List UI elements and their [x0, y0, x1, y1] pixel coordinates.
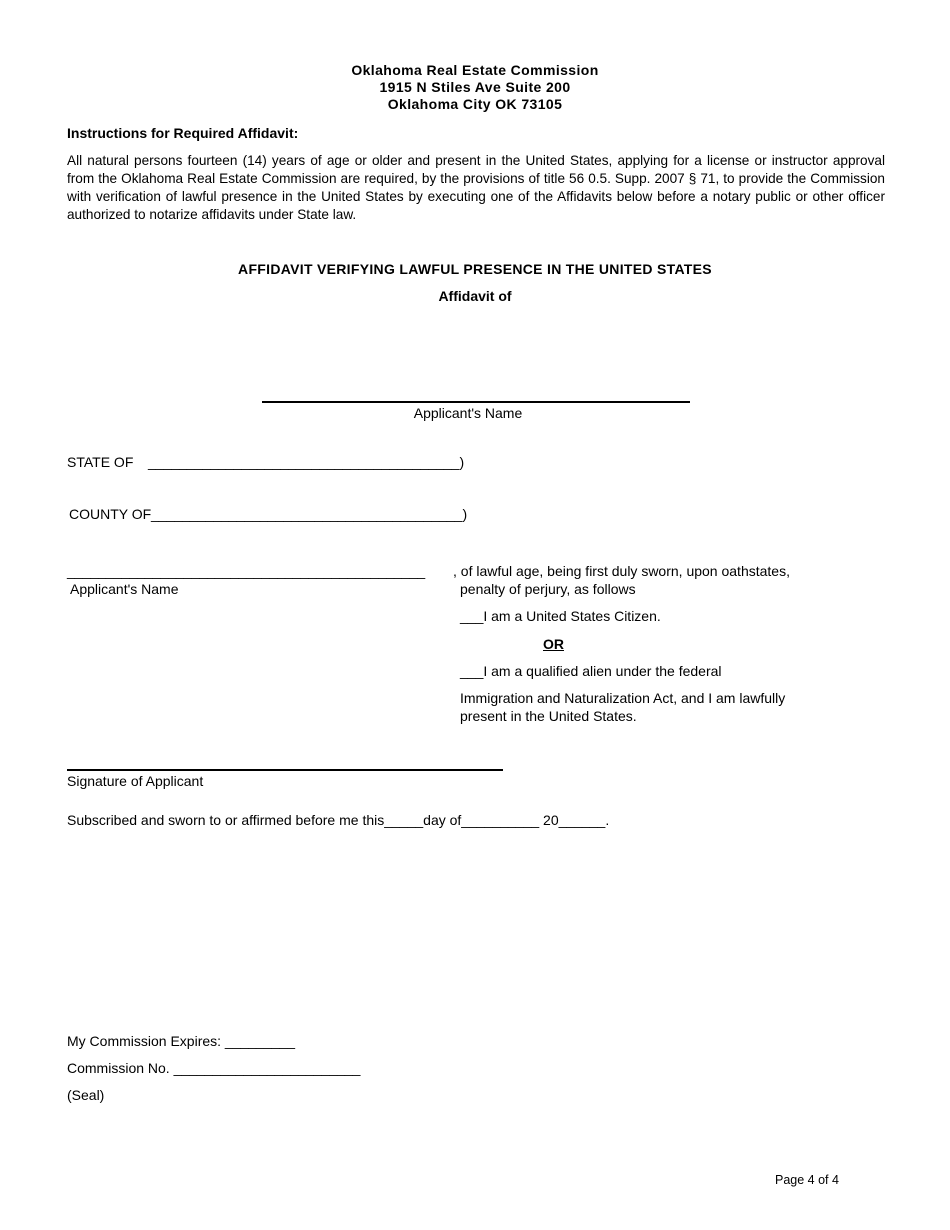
affidavit-title: AFFIDAVIT VERIFYING LAWFUL PRESENCE IN THE UNITED STATES — [238, 261, 712, 277]
or-label: OR — [543, 636, 564, 652]
affidavit-subtitle: Affidavit of — [438, 288, 512, 304]
signature-line[interactable] — [67, 769, 503, 771]
subscribed-statement[interactable]: Subscribed and sworn to or affirmed before me this_____day of__________ 20______. — [67, 812, 610, 828]
applicant-name-field[interactable]: ______________________________________________ — [67, 563, 426, 579]
agency-city: Oklahoma City OK 73105 — [387, 96, 563, 112]
citizen-option[interactable]: ___I am a United States Citizen. — [460, 608, 661, 624]
county-of-field[interactable]: ________________________________________) — [151, 506, 468, 522]
qualified-alien-option[interactable]: ___I am a qualified alien under the federal — [460, 663, 722, 679]
state-of-label: STATE OF — [67, 454, 134, 470]
applicant-name-line[interactable] — [262, 401, 690, 403]
page-number: Page 4 of 4 — [775, 1173, 839, 1187]
state-of-field[interactable]: ________________________________________) — [148, 454, 465, 470]
commission-expires[interactable]: My Commission Expires: _________ — [67, 1033, 295, 1049]
oath-statement-cont: penalty of perjury, as follows — [460, 581, 636, 597]
agency-address: 1915 N Stiles Ave Suite 200 — [379, 79, 571, 95]
instructions-body: All natural persons fourteen (14) years of age or older and present in the United States, applying for a license or instructor approval from the Oklahoma Real Estate Commission are required, by the provisions of title 56 0.5. Supp. 2007 § 71, to provide the Commission with verification of lawful presence in the United States by executing one of the Affidavits below before a notary public or other officer authorized to notarize affidavits under State law. — [67, 153, 885, 222]
seal-label: (Seal) — [67, 1087, 105, 1103]
alien-statement-line1: Immigration and Naturalization Act, and I am lawfully — [460, 690, 786, 706]
oath-statement: , of lawful age, being first duly sworn, upon oathstates, — [453, 563, 790, 579]
applicant-name-caption: Applicant's Name — [413, 405, 523, 421]
alien-statement-line2: present in the United States. — [460, 708, 637, 724]
commission-number[interactable]: Commission No. ________________________ — [67, 1060, 361, 1076]
applicant-name-field-caption: Applicant's Name — [70, 581, 179, 597]
agency-name: Oklahoma Real Estate Commission — [351, 62, 599, 78]
instructions-heading: Instructions for Required Affidavit: — [67, 125, 299, 141]
signature-caption: Signature of Applicant — [67, 773, 204, 789]
county-of-label: COUNTY OF — [69, 506, 152, 522]
